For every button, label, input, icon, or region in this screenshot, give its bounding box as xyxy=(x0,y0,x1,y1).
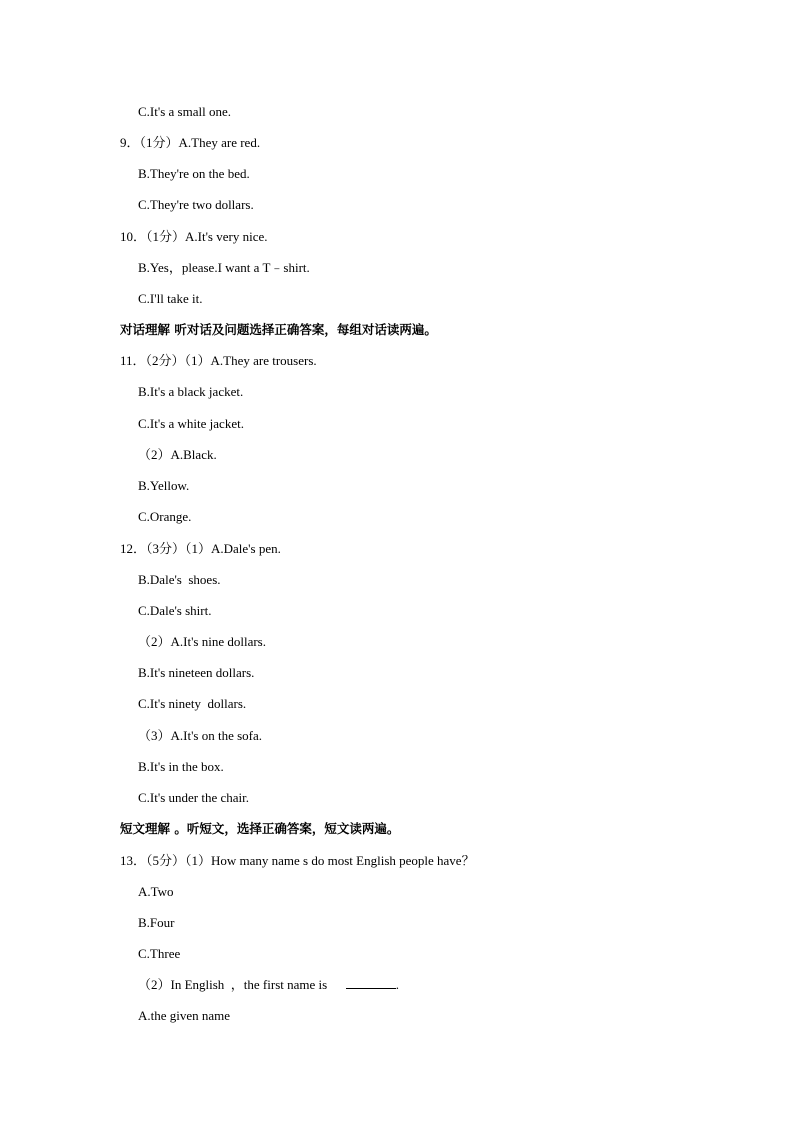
option-line: C.It's ninety dollars. xyxy=(138,696,247,711)
option-line: C.It's a small one. xyxy=(138,104,231,119)
option-line: C.Orange. xyxy=(138,509,192,524)
option-line: A.Two xyxy=(138,884,174,899)
subquestion-line: （3）A.It's on the sofa. xyxy=(138,728,263,743)
option-line: B.It's in the box. xyxy=(138,759,224,774)
subquestion-line xyxy=(138,977,399,993)
option-line: C.I'll take it. xyxy=(138,291,203,306)
question-line: 9．（1分）A.They are red. xyxy=(120,135,261,150)
option-line: C.It's a white jacket. xyxy=(138,416,244,431)
option-line: B.It's a black jacket. xyxy=(138,384,244,399)
option-line: A.the given name xyxy=(138,1008,231,1023)
option-line: B.Yes，please.I want a T﹣shirt. xyxy=(138,260,310,275)
option-line: B.It's nineteen dollars. xyxy=(138,665,255,680)
option-line: B.Dale's shoes. xyxy=(138,572,221,587)
subquestion-period: . xyxy=(395,977,399,992)
question-line: 12．（3分）（1）A.Dale's pen. xyxy=(120,541,281,556)
option-line: C.Dale's shirt. xyxy=(138,603,212,618)
option-line: C.It's under the chair. xyxy=(138,790,250,805)
option-line: B.Four xyxy=(138,915,175,930)
section-heading: 对话理解 听对话及问题选择正确答案，每组对话读两遍。 xyxy=(120,322,437,337)
question-line: 13．（5分）（1）How many name s do most English people have？ xyxy=(120,853,475,868)
answer-blank[interactable] xyxy=(346,977,396,989)
section-heading: 短文理解 。听短文，选择正确答案，短文读两遍。 xyxy=(120,821,400,836)
question-line: 10．（1分）A.It's very nice. xyxy=(120,229,268,244)
option-line: B.Yellow. xyxy=(138,478,190,493)
subquestion-line: （2）A.It's nine dollars. xyxy=(138,634,266,649)
option-line: C.They're two dollars. xyxy=(138,197,254,212)
option-line: C.Three xyxy=(138,946,181,961)
question-line: 11．（2分）（1）A.They are trousers. xyxy=(120,353,317,368)
option-line: B.They're on the bed. xyxy=(138,166,250,181)
subquestion-line: （2）A.Black. xyxy=(138,447,217,462)
subquestion-text: （2）In English ，the first name is xyxy=(138,977,334,992)
